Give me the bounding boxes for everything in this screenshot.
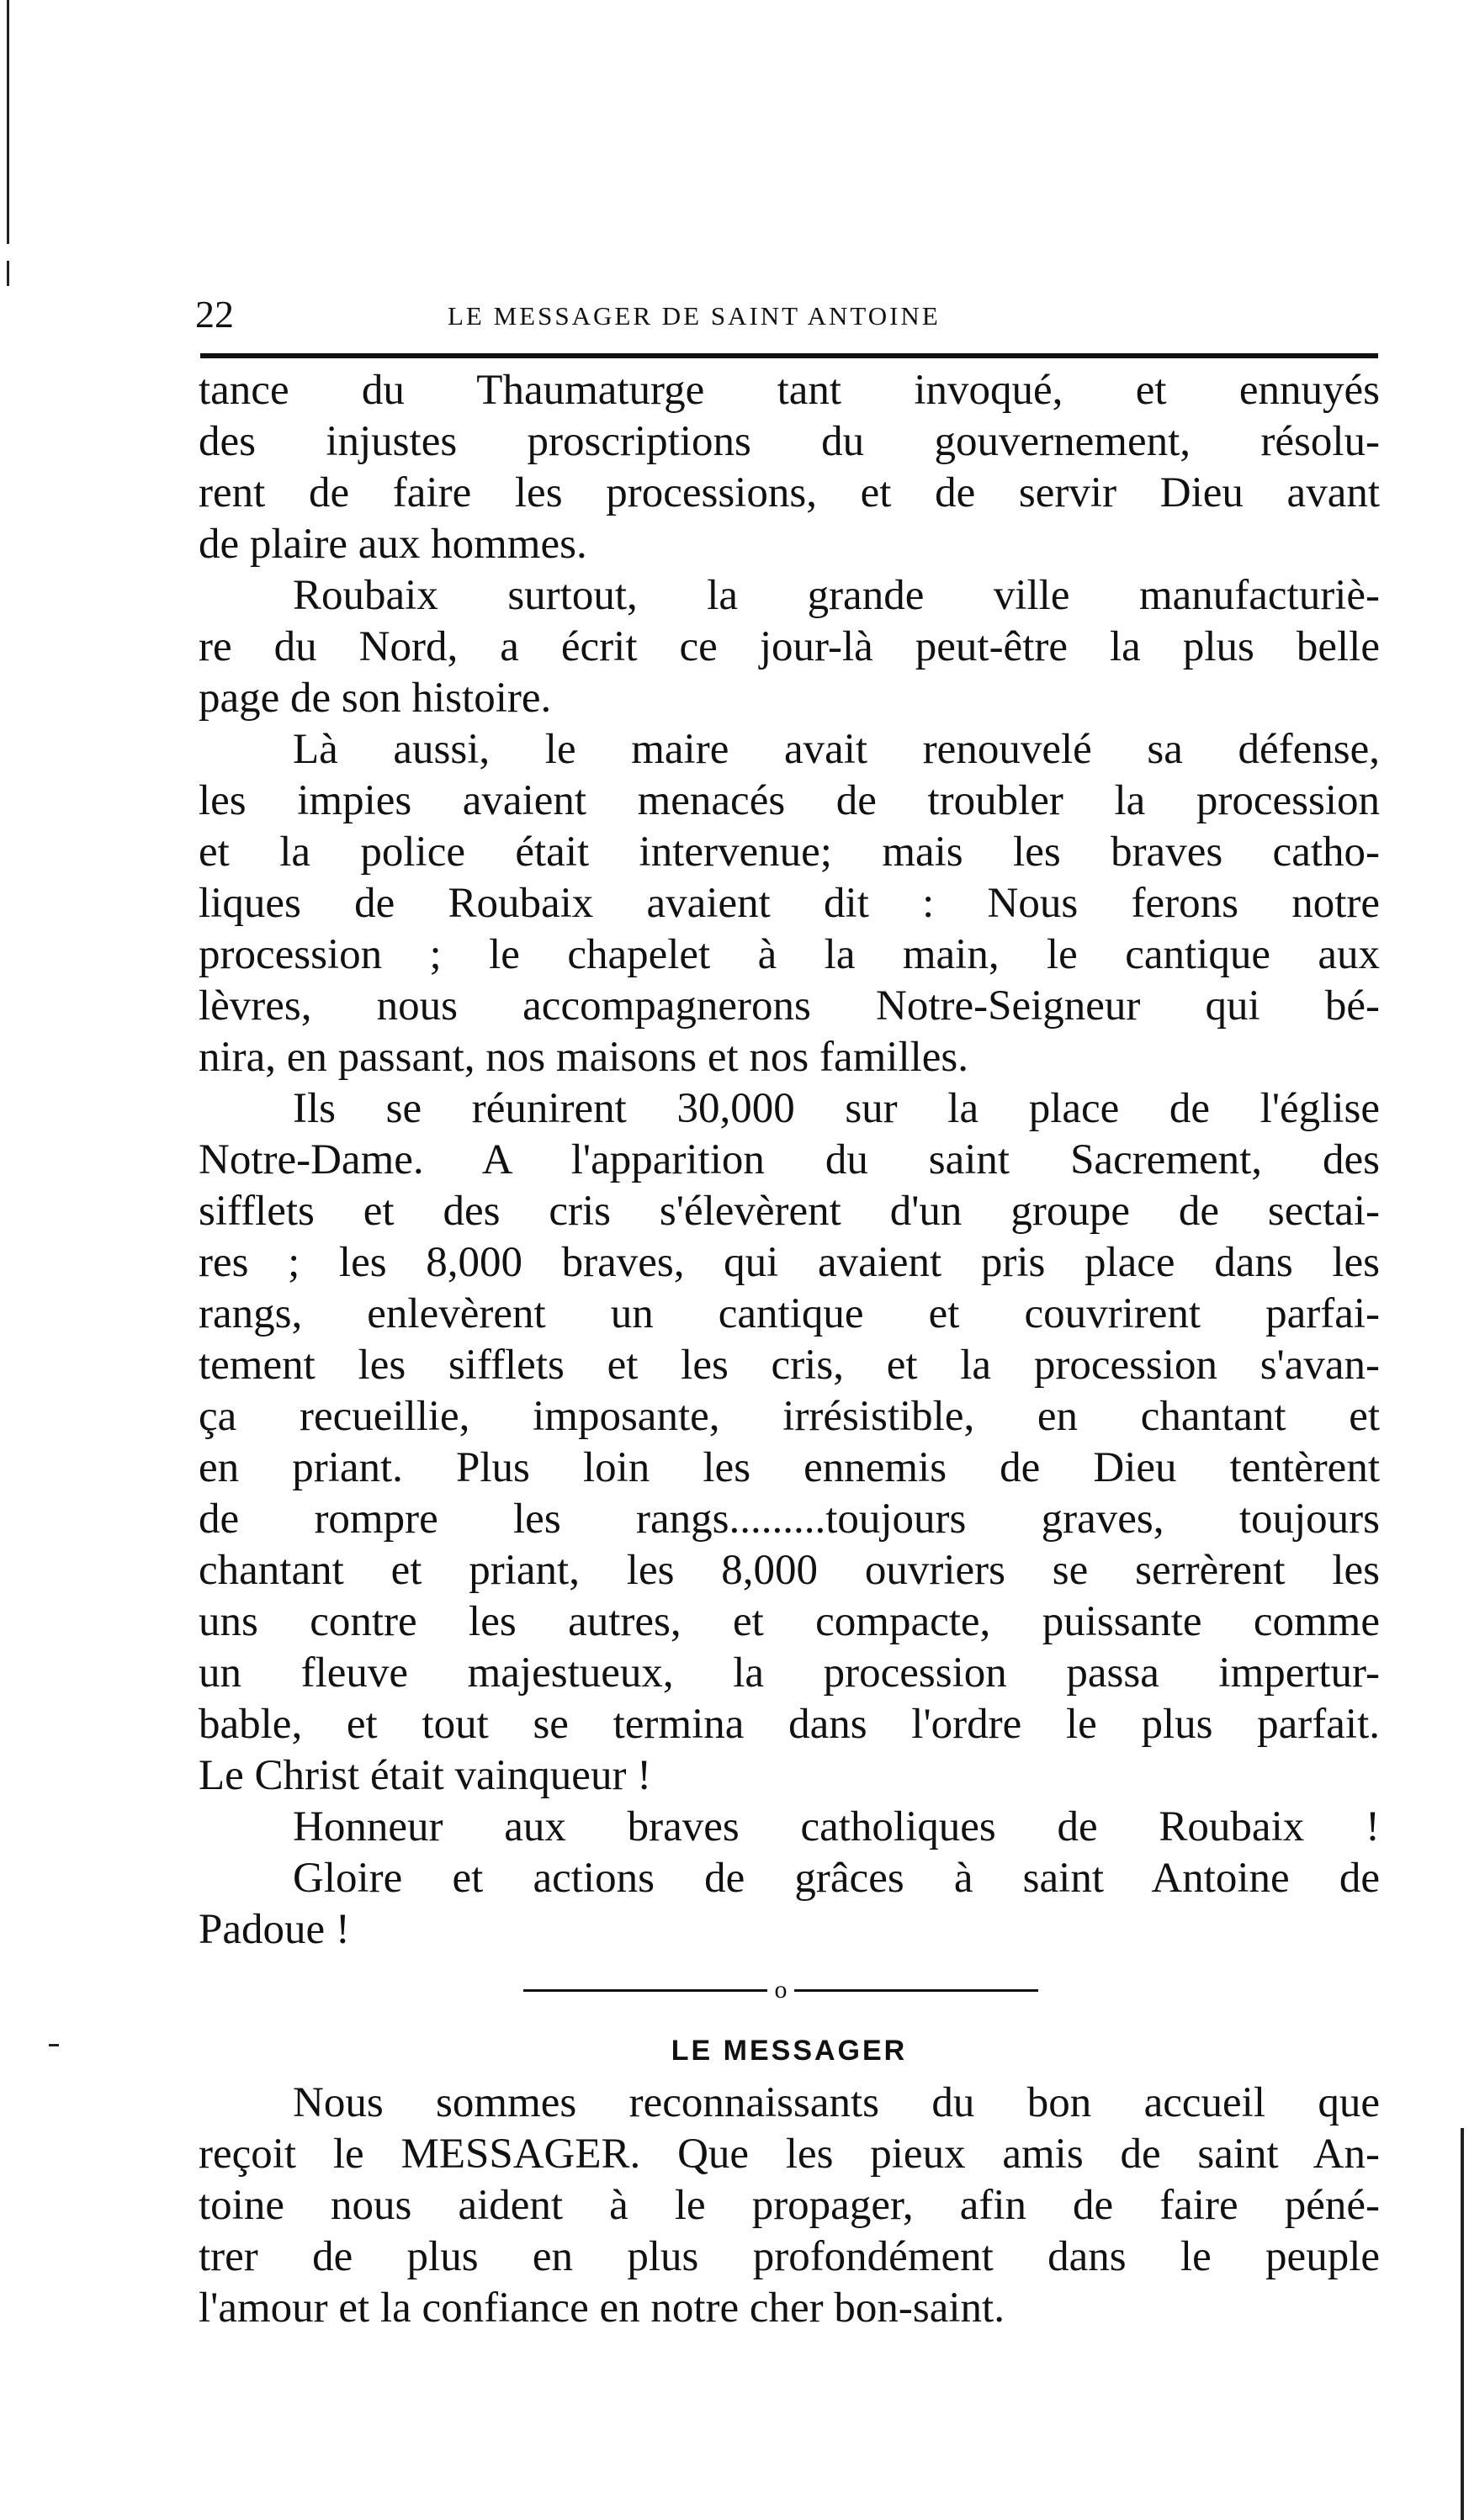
text-line: page de son histoire. bbox=[199, 675, 552, 722]
scan-speck-left bbox=[49, 2044, 59, 2046]
text-line: de rompre les rangs.........toujours graves, toujours bbox=[199, 1496, 1380, 1543]
text-line: toine nous aident à le propager, afin de faire péné- bbox=[199, 2182, 1380, 2229]
text-line: re du Nord, a écrit ce jour-là peut-être la plus belle bbox=[199, 623, 1380, 670]
text-line: rangs, enlevèrent un cantique et couvrirent parfai- bbox=[199, 1290, 1380, 1337]
text-line: res ; les 8,000 braves, qui avaient pris place dans les bbox=[199, 1239, 1380, 1286]
scan-edge-mark-left bbox=[7, 261, 9, 286]
text-line: Gloire et actions de grâces à saint Antoine de bbox=[293, 1855, 1380, 1902]
text-line: liques de Roubaix avaient dit : Nous ferons notre bbox=[199, 880, 1380, 927]
section-title: LE MESSAGER bbox=[671, 2035, 908, 2067]
text-line: Ils se réunirent 30,000 sur la place de l'église bbox=[293, 1085, 1380, 1132]
header-rule bbox=[200, 353, 1378, 358]
text-line: lèvres, nous accompagnerons Notre-Seigneur qui bé- bbox=[199, 982, 1380, 1030]
text-line: et la police était intervenue; mais les braves catho- bbox=[199, 829, 1380, 876]
text-line: Le Christ était vainqueur ! bbox=[199, 1752, 652, 1799]
text-line: procession ; le chapelet à la main, le cantique aux bbox=[199, 931, 1380, 978]
text-line: les impies avaient menacés de troubler la procession bbox=[199, 777, 1380, 824]
text-line: des injustes proscriptions du gouvernement, résolu- bbox=[199, 418, 1380, 465]
text-line: chantant et priant, les 8,000 ouvriers se serrèrent les bbox=[199, 1547, 1380, 1594]
text-line: Padoue ! bbox=[199, 1906, 350, 1953]
text-line: Là aussi, le maire avait renouvelé sa défense, bbox=[293, 726, 1380, 773]
section-separator bbox=[523, 1973, 1045, 2007]
text-line: rent de faire les processions, et de servir Dieu avant bbox=[199, 469, 1380, 516]
text-line: sifflets et des cris s'élevèrent d'un groupe de sectai- bbox=[199, 1188, 1380, 1235]
text-line: en priant. Plus loin les ennemis de Dieu tentèrent bbox=[199, 1444, 1380, 1491]
text-line: Nous sommes reconnaissants du bon accueil que bbox=[293, 2079, 1380, 2126]
page-number: 22 bbox=[195, 293, 234, 336]
text-line: reçoit le MESSAGER. Que les pieux amis de saint An- bbox=[199, 2131, 1380, 2178]
scan-edge-mark-right bbox=[1461, 2128, 1464, 2520]
text-line: tement les sifflets et les cris, et la procession s'avan- bbox=[199, 1342, 1380, 1389]
scan-edge-mark-top-left bbox=[7, 0, 9, 244]
separator-rule-right bbox=[794, 1989, 1038, 1992]
text-line: Honneur aux braves catholiques de Roubaix ! bbox=[293, 1803, 1380, 1850]
text-line: de plaire aux hommes. bbox=[199, 521, 587, 568]
text-line: un fleuve majestueux, la procession passa impertur- bbox=[199, 1649, 1380, 1697]
text-line: uns contre les autres, et compacte, puissante comme bbox=[199, 1598, 1380, 1645]
running-title: LE MESSAGER DE SAINT ANTOINE bbox=[448, 301, 941, 331]
text-line: bable, et tout se termina dans l'ordre le plus parfait. bbox=[199, 1701, 1380, 1748]
text-line: trer de plus en plus profondément dans le peuple bbox=[199, 2233, 1380, 2280]
page-header bbox=[195, 293, 1381, 343]
separator-ornament: o bbox=[774, 1976, 788, 2004]
body-text bbox=[199, 365, 1380, 1956]
text-line: Notre-Dame. A l'apparition du saint Sacrement, des bbox=[199, 1136, 1380, 1183]
separator-rule-left bbox=[523, 1989, 767, 1992]
text-line: nira, en passant, nos maisons et nos familles. bbox=[199, 1034, 969, 1081]
section-body-text bbox=[199, 2078, 1380, 2334]
text-line: Roubaix surtout, la grande ville manufacturiè- bbox=[293, 572, 1380, 619]
text-line: ça recueillie, imposante, irrésistible, en chantant et bbox=[199, 1393, 1380, 1440]
text-line: tance du Thaumaturge tant invoqué, et ennuyés bbox=[199, 367, 1380, 414]
text-line: l'amour et la confiance en notre cher bon-saint. bbox=[199, 2284, 1005, 2332]
